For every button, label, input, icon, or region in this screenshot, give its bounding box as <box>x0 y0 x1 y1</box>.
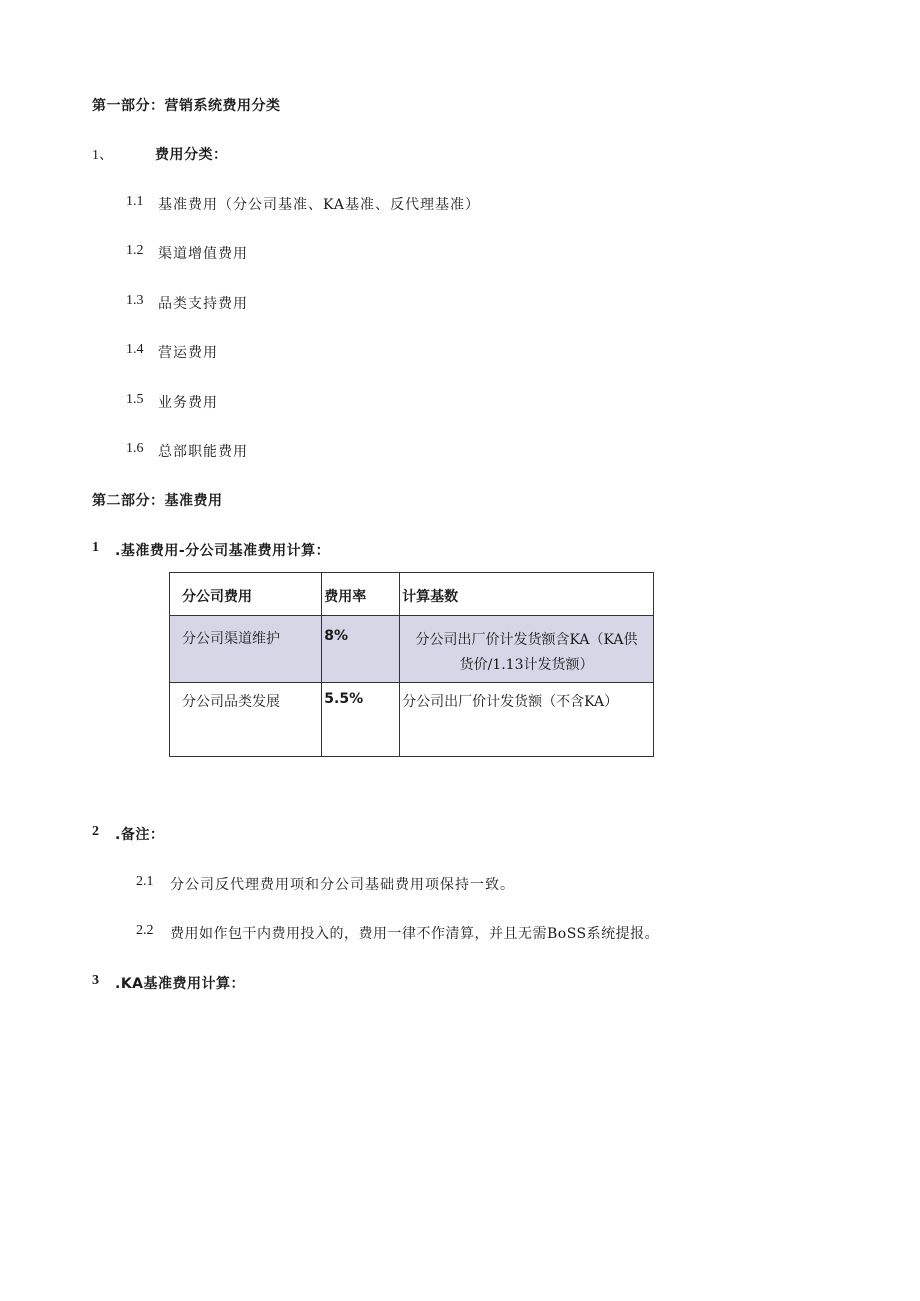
row1-fee-rate: 8% <box>324 628 349 644</box>
part1-title: 第一部分：营销系统费用分类 <box>92 98 281 114</box>
item-1-4-number: 1.4 <box>126 342 144 357</box>
table-header-row <box>170 573 654 616</box>
note-2-1-number: 2.1 <box>136 874 154 889</box>
item-1-2-text: 渠道增值费用 <box>158 246 248 262</box>
item-1-2-number: 1.2 <box>126 243 144 258</box>
item-1-6-text: 总部职能费用 <box>158 444 248 460</box>
section2-3-title: .KA基准费用计算： <box>115 976 246 992</box>
table-row <box>170 616 654 683</box>
note-2-2-number: 2.2 <box>136 923 154 938</box>
item-1-5-number: 1.5 <box>126 392 144 407</box>
header-fee-name: 分公司费用 <box>182 589 252 605</box>
item-1-5-text: 业务费用 <box>158 395 218 411</box>
row1-calc-base-line2: 货价/1.13计发货额） <box>459 657 594 673</box>
item-1-1-text: 基准费用（分公司基准、KA基准、反代理基准） <box>158 197 481 213</box>
section2-3-number: 3 <box>92 973 99 988</box>
row1-fee-name: 分公司渠道维护 <box>182 631 280 647</box>
section2-2-title: .备注： <box>115 827 165 843</box>
header-fee-rate: 费用率 <box>324 589 367 605</box>
row2-fee-rate: 5.5% <box>324 691 364 707</box>
row1-calc-base-line1: 分公司出厂价计发货额含KA（KA供 <box>415 632 638 648</box>
section2-1-title: .基准费用-分公司基准费用计算： <box>115 543 331 559</box>
section2-1-number: 1 <box>92 540 99 555</box>
section1-title: 费用分类： <box>155 147 228 163</box>
row2-fee-name: 分公司品类发展 <box>182 694 280 710</box>
note-2-2-text: 费用如作包干内费用投入的，费用一律不作清算，并且无需BoSS系统提报。 <box>170 926 660 942</box>
item-1-4-text: 营运费用 <box>158 345 218 361</box>
row2-calc-base: 分公司出厂价计发货额（不含KA） <box>402 694 619 710</box>
part2-title: 第二部分：基准费用 <box>92 493 223 509</box>
header-calc-base: 计算基数 <box>402 589 459 605</box>
section1-number: 1、 <box>92 148 113 163</box>
item-1-1-number: 1.1 <box>126 194 144 209</box>
item-1-3-text: 品类支持费用 <box>158 296 248 312</box>
row1-calc-base <box>400 616 653 678</box>
item-1-3-number: 1.3 <box>126 293 144 308</box>
section2-2-number: 2 <box>92 824 99 839</box>
item-1-6-number: 1.6 <box>126 441 144 456</box>
fee-table <box>169 572 654 757</box>
table-row <box>170 683 654 757</box>
note-2-1-text: 分公司反代理费用项和分公司基础费用项保持一致。 <box>170 877 515 893</box>
